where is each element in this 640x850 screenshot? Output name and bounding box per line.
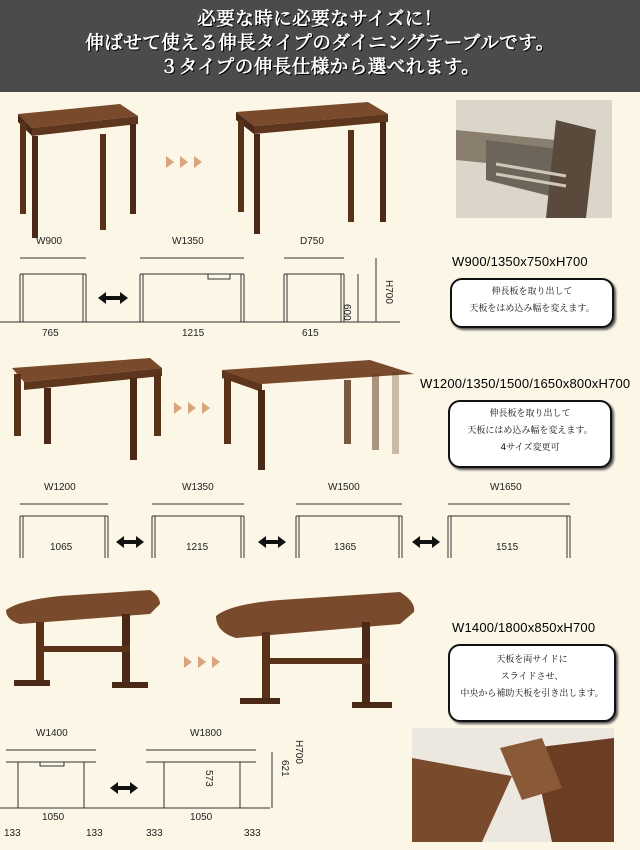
header-line-3: ３タイプの伸長仕様から選べれます。 xyxy=(159,57,481,78)
dim-side-333-l: 333 xyxy=(146,828,163,839)
dim-inner-depth: 615 xyxy=(302,328,319,339)
table-slide-closed-illustration xyxy=(6,590,160,688)
spec-label-1: W900/1350x750xH700 xyxy=(452,254,588,269)
note3-line-3: 中央から補助天板を引き出します。 xyxy=(460,689,604,699)
dim-i1065: 1065 xyxy=(50,542,73,553)
dim-w1350: W1350 xyxy=(182,482,214,493)
dim-inner-1050-closed: 1050 xyxy=(42,812,65,823)
dim-depth: D750 xyxy=(300,236,324,247)
slide-extension-photo xyxy=(412,728,614,842)
note1-line-2: 天板をはめ込み幅を変えます。 xyxy=(469,304,595,314)
dim-side-333-r: 333 xyxy=(244,828,261,839)
dim-w1200: W1200 xyxy=(44,482,76,493)
note3-line-1: 天板を両サイドに xyxy=(496,655,568,665)
double-arrow-icon-3 xyxy=(110,782,138,794)
dim-w-closed: W900 xyxy=(36,236,63,247)
header-banner xyxy=(0,0,640,92)
spec-label-3: W1400/1800x850xH700 xyxy=(452,620,596,635)
dim-w-open: W1350 xyxy=(172,236,204,247)
dim-h-573: 573 xyxy=(203,770,214,787)
dim-inner-open: 1215 xyxy=(182,328,205,339)
dim-w1400: W1400 xyxy=(36,728,68,739)
note2-line-3: 4サイズ変更可 xyxy=(500,443,560,453)
table-slide-open-illustration xyxy=(216,592,414,708)
dimension-drawings-3 xyxy=(0,750,272,808)
main-content xyxy=(0,92,640,850)
slide-extension-illustration xyxy=(412,728,614,842)
dim-i1515: 1515 xyxy=(496,542,519,553)
note3-line-2: スライドさせ、 xyxy=(500,672,564,682)
dim-i1365: 1365 xyxy=(334,542,357,553)
dim-side-133-r: 133 xyxy=(86,828,103,839)
header-line-2: 伸ばせて使える伸長タイプのダイニングテーブルです。 xyxy=(85,33,555,54)
instruction-note-3 xyxy=(448,644,616,722)
dim-inner-1050-open: 1050 xyxy=(190,812,213,823)
note2-line-2: 天板にはめ込み幅を変えます。 xyxy=(467,426,593,436)
dim-h-621: 621 xyxy=(279,760,290,777)
dim-h-700: H700 xyxy=(293,740,304,764)
dim-w1800: W1800 xyxy=(190,728,222,739)
spec-label-2: W1200/1350/1500/1650x800xH700 xyxy=(420,376,631,391)
dim-w1650: W1650 xyxy=(490,482,522,493)
dim-w1500: W1500 xyxy=(328,482,360,493)
dim-h-inner: 600 xyxy=(341,304,352,321)
dim-i1215: 1215 xyxy=(186,542,209,553)
arrow-icons-3 xyxy=(184,656,220,668)
dim-h-total: H700 xyxy=(383,280,394,304)
header-line-1: 必要な時に必要なサイズに！ xyxy=(197,9,443,30)
note1-line-1: 伸長板を取り出して xyxy=(491,287,573,297)
dim-inner-closed: 765 xyxy=(42,328,59,339)
dim-side-133-l: 133 xyxy=(4,828,21,839)
note2-line-1: 伸長板を取り出して xyxy=(489,409,571,419)
